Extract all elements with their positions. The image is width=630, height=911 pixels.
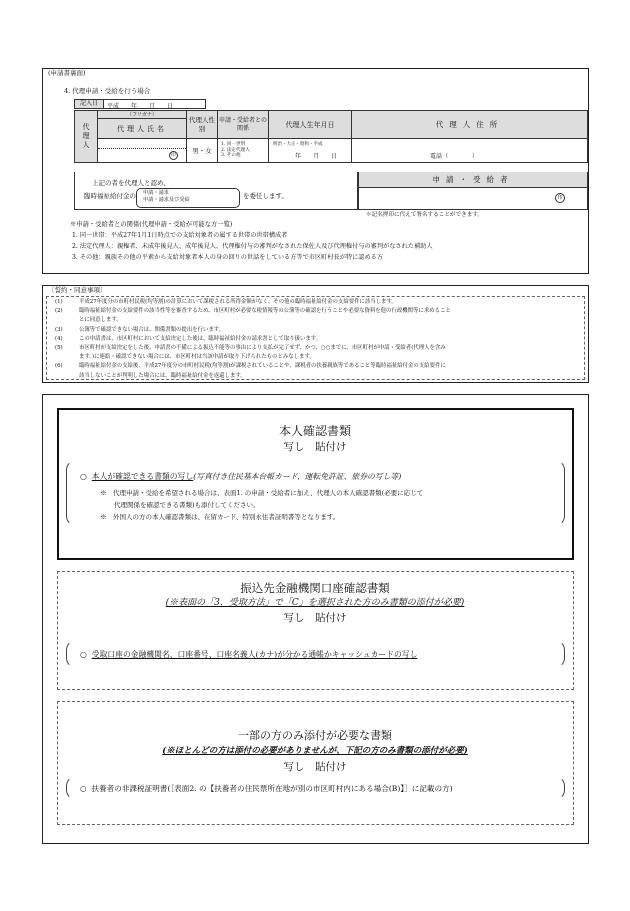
bank-item — [80, 651, 417, 659]
address-field[interactable] — [352, 139, 588, 163]
pledge-item-text: 公簿等で確認できない場合は、関係書類の提出を行います。 — [79, 326, 225, 333]
relation-note: 1. 同一世帯：平成27年1月1日時点での支給対象者の属する世帯の世帯構成者 — [72, 232, 288, 239]
birth-ymd: 年 月 日 — [295, 153, 338, 160]
identity-title: 本人確認書類 — [278, 424, 351, 438]
signature-note: ＊記名押印に代えて署名することができます。 — [366, 212, 484, 218]
identity-note-2: ※ 外国人の方の本人確認書類は、在留カード、特別永住者証明書等となります。 — [100, 513, 340, 521]
relation-option: 2. 法定代理人 — [221, 147, 250, 153]
entry-date-label: 記入日 — [75, 100, 104, 108]
agent-table — [74, 110, 588, 163]
relation-note: 2. 法定代理人：親権者、未成年後見人、成年後見人、代理権付与の審判がなされた保佐人及び代理権付与の審判がなされた補助人 — [72, 243, 433, 250]
relation-field[interactable] — [218, 139, 269, 163]
circle-bullet-icon: ○ — [80, 784, 87, 793]
pledge-title: 〔誓約・同意事項〕 — [48, 286, 107, 294]
relation-note: 3. その他：親族その他の平素から支給対象者本人の身の回りの世話をしている方等で市区町村長が特に認める方 — [72, 254, 384, 261]
identity-subtitle: 写し 貼付け — [283, 441, 347, 453]
pledge-list — [49, 298, 580, 381]
pledge-item-text: 市区町村が支給決定をした後、申請書の不備による振込不能等の事由により支払が完了せず、かつ、○○までに、市区町村が申請・受給者(代理人を含み — [79, 344, 446, 351]
phone-label: 電話（ ） — [430, 153, 479, 160]
partial-item-text: 扶養者の非課税証明書(［表面2. の【扶養者の住民票所在地が別の市区町村内にある場合(B)】］に記載の方) — [91, 784, 453, 793]
pledge-item-text: 該当しないことが判明した場合には、臨時福祉給付金を返還します。 — [79, 372, 246, 379]
pledge-item — [49, 298, 580, 307]
delegation-options[interactable] — [136, 188, 240, 208]
pledge-item — [49, 307, 580, 316]
pledge-box — [46, 296, 585, 380]
pledge-item-number: (4) — [55, 335, 63, 342]
agent-vertical-label: 代 理 人 — [75, 111, 98, 163]
birthdate-header: 代理人生年月日 — [269, 111, 352, 139]
relation-header: 申請・受給者との関係 — [218, 111, 269, 139]
relation-option: 3. その他 — [221, 153, 241, 159]
pledge-item-number: (5) — [55, 344, 63, 351]
gender-header: 代理人性別 — [187, 111, 218, 139]
pledge-item-text: 臨時福祉給付金の支給要件の該当性等を審査するため、市区町村が必要な税情報等の公簿等の確認を行うことや必要な資料を他の行政機関等に求めること — [79, 308, 451, 315]
pledge-item — [49, 326, 580, 335]
delegation-option-apply-receive[interactable]: 申請・請求及び受給 — [143, 197, 190, 204]
applicant-header: 申請・受給者 — [358, 172, 588, 188]
partial-title: 一部の方のみ添付が必要な書類 — [238, 729, 392, 742]
circle-bullet-icon: ○ — [80, 650, 87, 659]
pledge-item-number: (3) — [55, 326, 63, 333]
gender-field[interactable]: 男・女 — [187, 139, 218, 163]
entry-date-row — [74, 99, 206, 109]
pledge-item-text: この申請書は、市区町村において支給決定した後は、臨時福祉給付金の請求書として取り扱います。 — [79, 335, 322, 342]
bank-subtitle: 写し 貼付け — [283, 612, 347, 624]
bank-title: 振込先金融機関口座確認書類 — [240, 581, 390, 595]
delegation-prefix: 上記の者を代理人と認め、 — [92, 179, 170, 187]
form-back-label: (申請書裏面) — [48, 69, 86, 77]
address-header: 代理人住所 — [352, 111, 588, 139]
pledge-item-text: 平成27年度分の市町村民税(均等割)の計算において課税される所得金額がなく、その他の臨時福祉給付金の支給要件に該当します。 — [79, 299, 397, 305]
agent-name-header: 代理人氏名 — [98, 119, 187, 139]
relation-option: 1. 同一世帯 — [221, 141, 246, 147]
pledge-item-number: (6) — [55, 363, 63, 370]
identity-note-1b: 代理関係を確認できる書類)も添付してください。 — [114, 501, 260, 509]
identity-note-1a: ※ 代理申請・受給を希望される場合は、表面1. の申請・受給者に加え、代理人の本人確認書類(必要に応じて — [100, 489, 424, 497]
agent-seal-mark: 印 — [170, 152, 176, 158]
pledge-item-number: (2) — [55, 308, 63, 315]
delegation-prefix-2: 臨時福祉給付金の — [84, 192, 136, 200]
furigana-label: （フリガナ） — [98, 111, 187, 119]
delegation-option-apply[interactable]: 申請・請求 — [143, 190, 169, 196]
pledge-item — [49, 316, 580, 325]
partial-subtitle: 写し 貼付け — [283, 761, 347, 773]
pledge-item-text: とに同意します。 — [79, 317, 122, 324]
entry-date-value[interactable]: 平成 年 月 日 — [107, 103, 174, 110]
partial-item — [80, 785, 453, 793]
bank-item-text: 受取口座の金融機関名、口座番号、口座名義人(カナ)が分かる通帳かキャッシュカードの写し — [91, 650, 418, 659]
pledge-item — [49, 353, 580, 362]
pledge-item — [49, 344, 580, 353]
circle-bullet-icon: ○ — [80, 472, 87, 481]
delegation-suffix: を委任します。 — [243, 192, 288, 200]
era-options: 明治・大正・昭和・平成 — [273, 142, 323, 147]
applicant-signature-field[interactable] — [358, 188, 588, 210]
pledge-item-text: ます。)に連絡・確認できない場合には、市区町村は当該申請が取り下げられたものとみなします。 — [79, 354, 315, 361]
pledge-item-number: (1) — [55, 299, 63, 305]
agent-name-field[interactable] — [98, 139, 187, 163]
pledge-item — [49, 372, 580, 381]
identity-item-examples: (写真付き住民基本台帳カード、運転免許証、旅券の写し等) — [193, 472, 402, 481]
identity-item — [80, 473, 401, 481]
identity-item-main: 本人が確認できる書類の写し — [91, 472, 194, 481]
pledge-item — [49, 362, 580, 371]
section-title: 4. 代理申請・受給を行う場合 — [64, 87, 151, 95]
partial-condition: (※ほとんどの方は添付の必要がありませんが、下記の方のみ書類の添付が必要) — [162, 746, 468, 756]
bank-condition: (※表面の「3．受取方法」で「C」を選択された方のみ書類の添付が必要) — [165, 598, 465, 608]
relation-notes-title: ※申請・受給者との関係(代理申請・受給が可能な方一覧) — [70, 221, 233, 228]
applicant-seal-mark: 印 — [555, 193, 565, 203]
pledge-item — [49, 335, 580, 344]
birthdate-field[interactable] — [269, 139, 352, 163]
pledge-item-text: 臨時福祉給付金の支給後、平成27年度分の市町村民税(均等割)が課税されていることや、課税者の扶養親族等であること等臨時福祉給付金の支給要件に — [79, 363, 446, 370]
